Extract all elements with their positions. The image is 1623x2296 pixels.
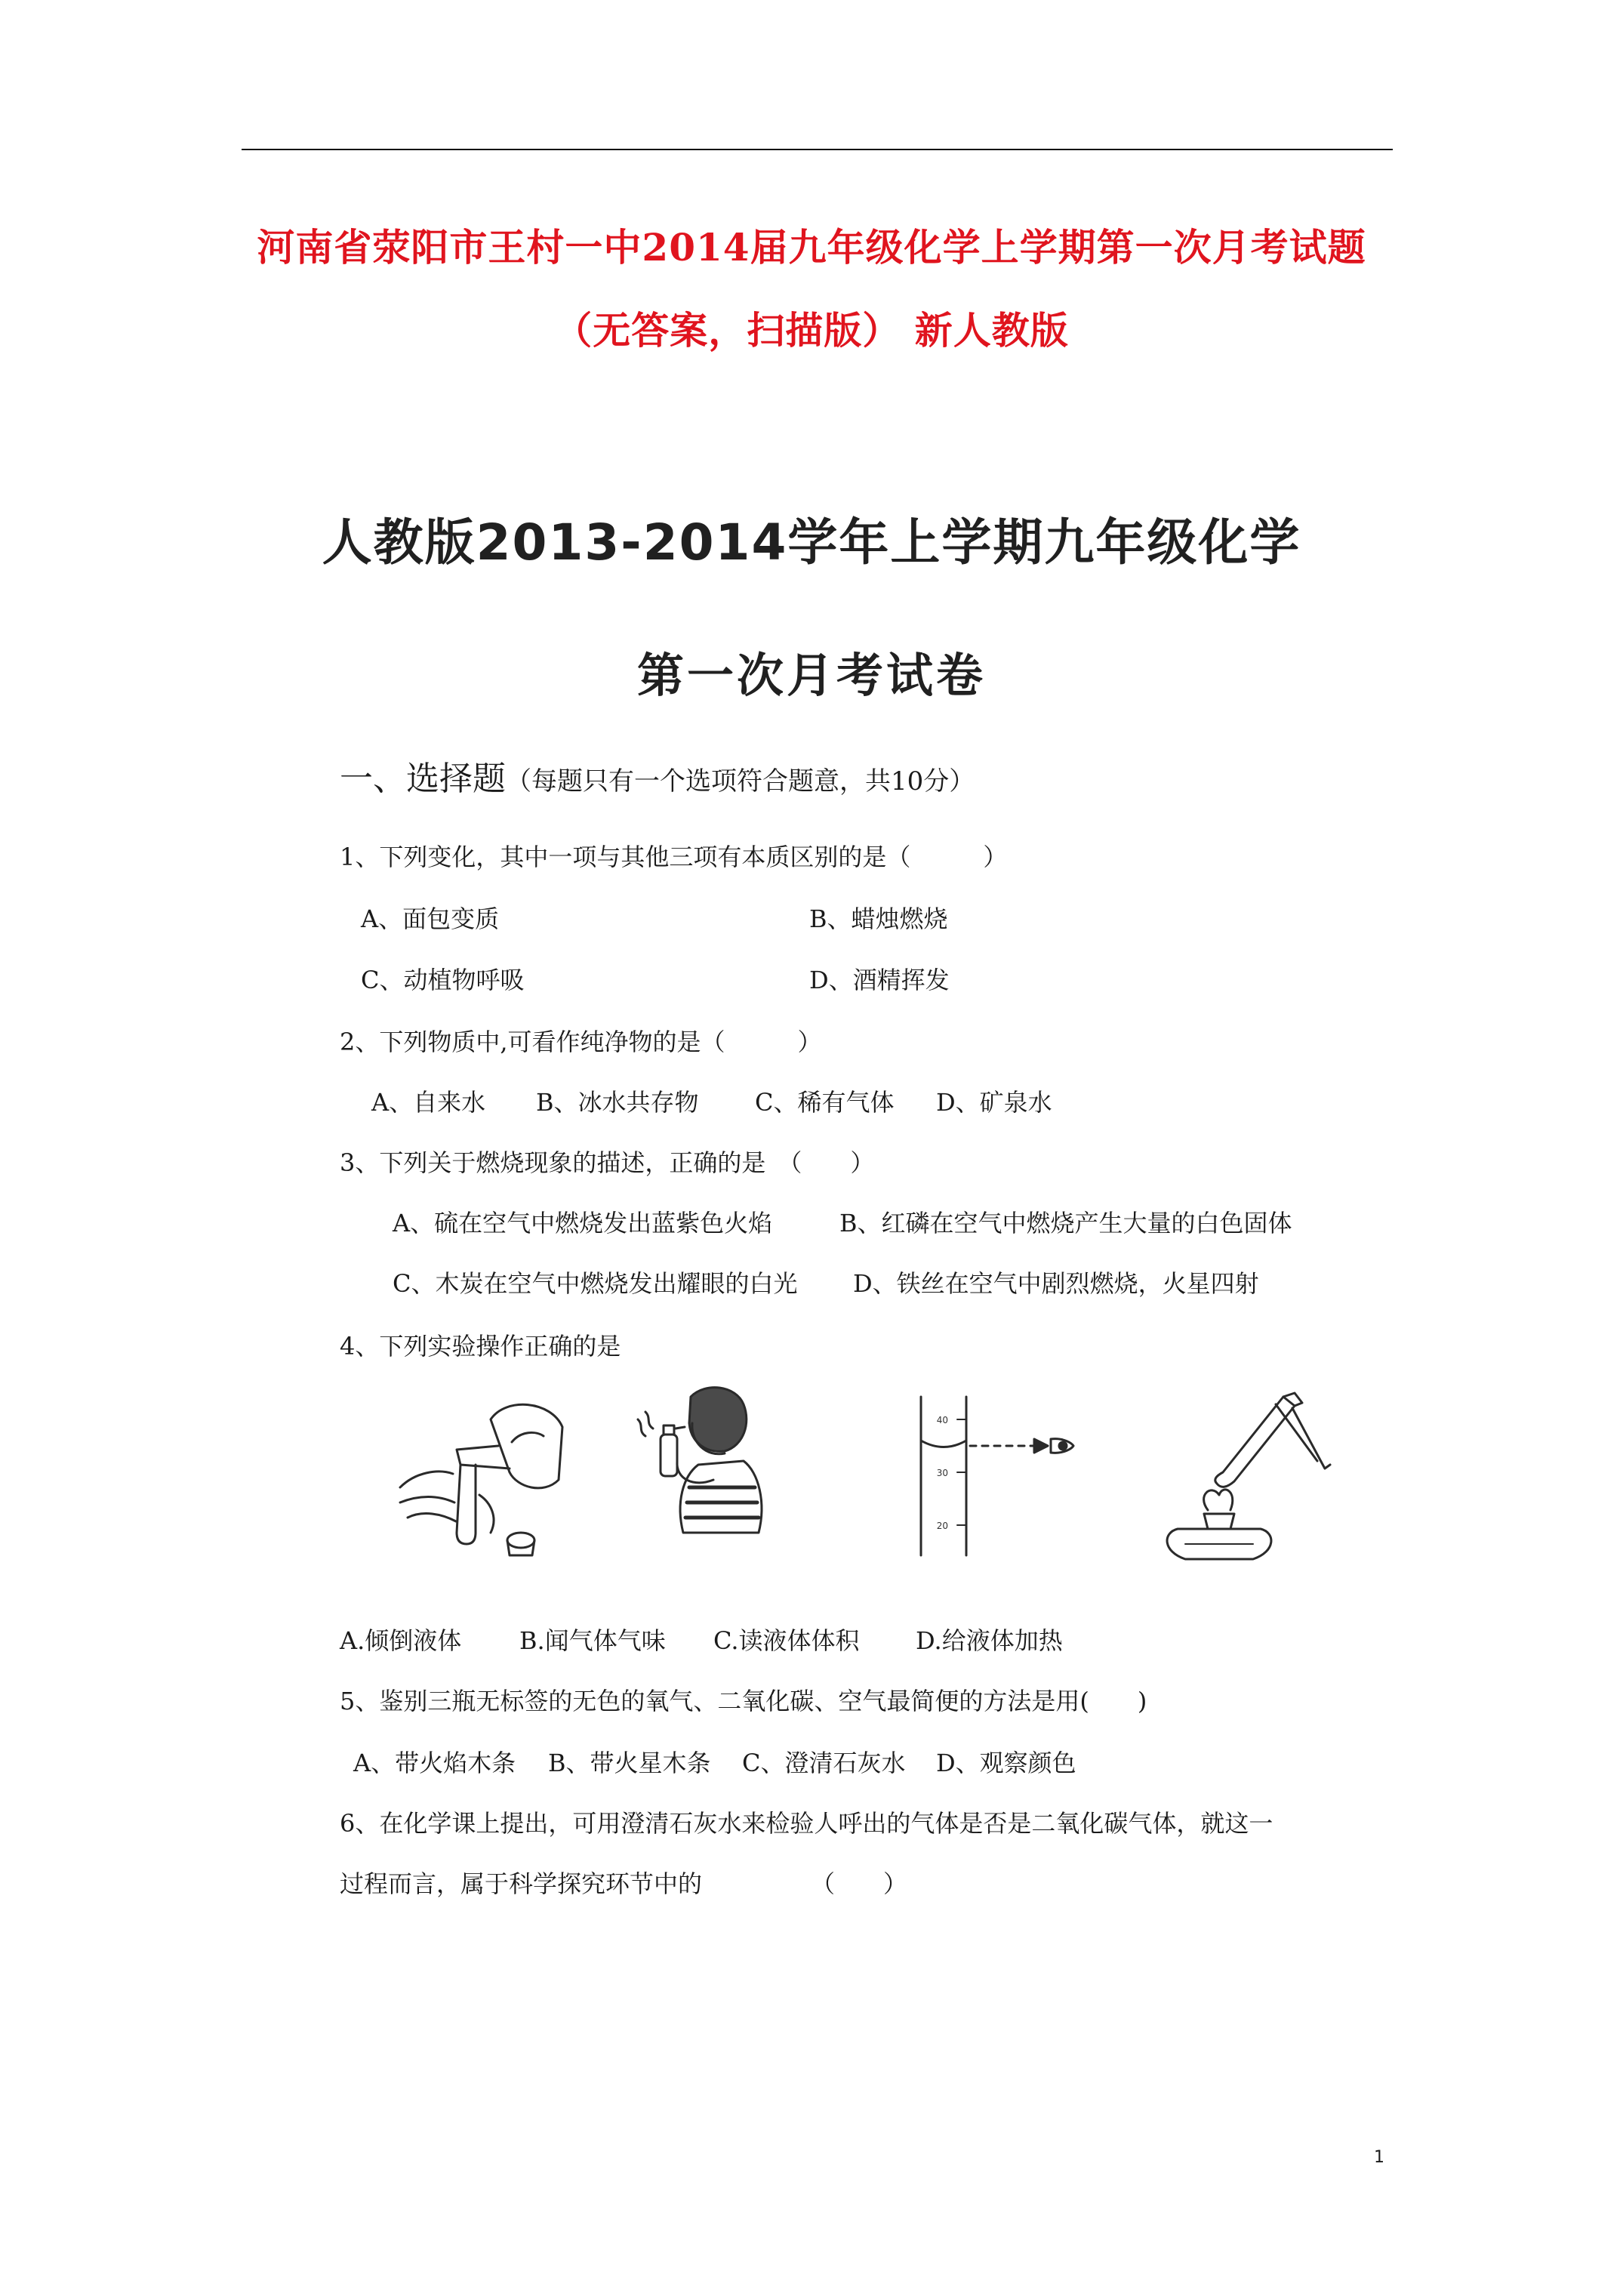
reading-volume-figure	[906, 1389, 1095, 1563]
question-1-option-b: B、蜡烛燃烧	[809, 905, 948, 933]
question-5-option-c: C、澄清石灰水	[742, 1749, 906, 1777]
question-5-option-a: A、带火焰木条	[353, 1749, 516, 1777]
question-4-option-b: B.闻气体气味	[519, 1626, 666, 1655]
document-title: 河南省荥阳市王村一中2014届九年级化学上学期第一次月考试题	[257, 225, 1366, 270]
page-number: 1	[1374, 2148, 1384, 2167]
heating-liquid-figure	[1132, 1382, 1336, 1578]
question-2-option-d: D、矿泉水	[936, 1088, 1052, 1117]
exam-title: 人教版2013-2014学年上学期九年级化学	[322, 513, 1301, 572]
pouring-liquid-figure	[385, 1389, 581, 1563]
question-1-stem: 1、下列变化，其中一项与其他三项有本质区别的是（ ）	[340, 843, 1008, 871]
question-1-option-d: D、酒精挥发	[809, 966, 950, 994]
question-3-stem: 3、下列关于燃烧现象的描述，正确的是 （ ）	[340, 1148, 875, 1177]
cylinder-tick-20: 20	[936, 1521, 948, 1531]
question-1-option-c: C、动植物呼吸	[361, 966, 525, 994]
question-2-option-b: B、冰水共存物	[536, 1088, 699, 1117]
question-2-stem: 2、下列物质中,可看作纯净物的是（ ）	[340, 1028, 822, 1056]
cylinder-tick-40: 40	[936, 1415, 948, 1425]
document-subtitle: （无答案，扫描版） 新人教版	[554, 308, 1069, 353]
section-heading	[340, 751, 975, 800]
cylinder-tick-30: 30	[936, 1468, 948, 1478]
question-4-option-c: C.读液体体积	[713, 1626, 860, 1655]
question-4-option-a: A.倾倒液体	[340, 1626, 462, 1655]
question-5-option-d: D、观察颜色	[936, 1749, 1076, 1777]
question-2-option-a: A、自来水	[371, 1088, 486, 1117]
question-6-stem-line2: 过程而言，属于科学探究环节中的 （ ）	[340, 1869, 908, 1898]
question-3-option-d: D、铁丝在空气中剧烈燃烧，火星四射	[853, 1269, 1259, 1298]
question-4-option-d: D.给液体加热	[916, 1626, 1063, 1655]
section-note: （每题只有一个选项符合题意，共10分）	[506, 766, 975, 797]
question-3-option-c: C、木炭在空气中燃烧发出耀眼的白光	[393, 1269, 798, 1298]
section-title: 一、选择题	[340, 760, 506, 798]
question-2-option-c: C、稀有气体	[755, 1088, 895, 1117]
exam-subtitle: 第一次月考试卷	[636, 648, 986, 703]
question-5-stem: 5、鉴别三瓶无标签的无色的氧气、二氧化碳、空气最简便的方法是用( )	[340, 1687, 1147, 1715]
question-1-option-a: A、面包变质	[361, 905, 500, 933]
question-3-option-a: A、硫在空气中燃烧发出蓝紫色火焰	[393, 1209, 773, 1237]
question-5-option-b: B、带火星木条	[548, 1749, 711, 1777]
question-4-stem: 4、下列实验操作正确的是	[340, 1332, 621, 1361]
question-6-stem-line1: 6、在化学课上提出，可用澄清石灰水来检验人呼出的气体是否是二氧化碳气体，就这一	[340, 1809, 1273, 1838]
smelling-gas-figure	[630, 1382, 781, 1570]
header-rule	[242, 149, 1393, 150]
question-3-option-b: B、红磷在空气中燃烧产生大量的白色固体	[839, 1209, 1292, 1237]
